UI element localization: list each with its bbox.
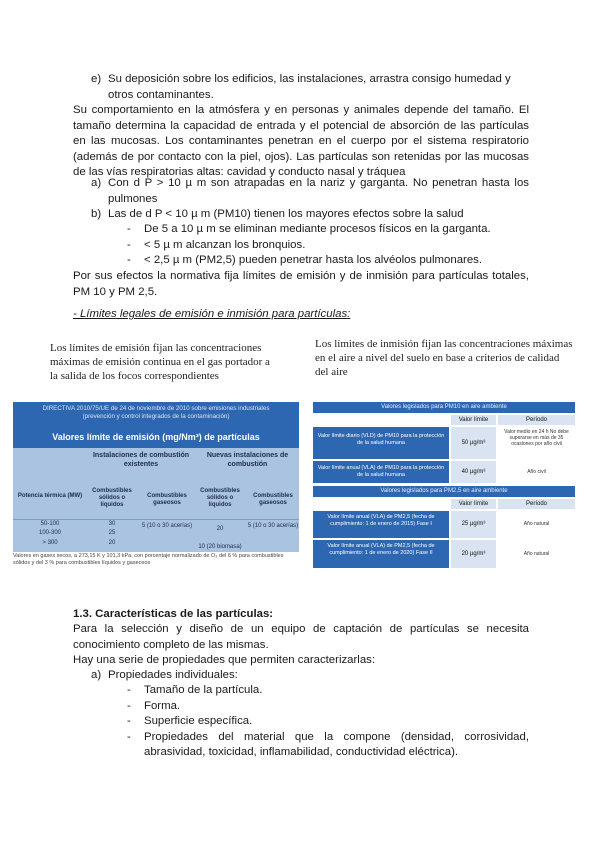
prop-item-1: Tamaño de la partícula. [144, 684, 263, 696]
item-e-line2: otros contaminantes. [108, 88, 214, 101]
pm25-row2-label: Valor límite anual (VLA) de PM2,5 (fecha de cumplimiento: 1 de enero de 2020) Fase II [313, 540, 449, 568]
new-solid-value: 20 [216, 526, 224, 532]
col-existing-gas: Combustibles gaseosos [147, 493, 187, 506]
dash-2: - [127, 238, 131, 251]
col-new-solid: Combustibles sólidos o líquidos [200, 488, 240, 508]
emission-limits-table [13, 402, 299, 552]
group-existing: Instalaciones de combustión existentes [92, 452, 190, 468]
col-period-pm10: Período [498, 415, 575, 425]
pm25-row1-value: 25 µg/m³ [451, 511, 496, 538]
divider [13, 519, 299, 520]
prop-dash-4: - [127, 730, 131, 743]
pm10-row2-value: 40 µg/m³ [451, 461, 496, 483]
emission-note: Los límites de emisión fijan las concentraciones máximas de emisión continua en el gas portador a la salida de los focos correspondientes [50, 342, 270, 382]
limits-heading: - Límites legales de emisión e inmisión para partículas: [73, 308, 351, 320]
row-power-2: 100-300 [38, 530, 62, 536]
sub-item-3: < 2,5 µ m (PM2,5) pueden penetrar hasta los alvéolos pulmonares. [144, 254, 483, 267]
list-marker-e: e) [91, 73, 102, 85]
col-power: Potencia térmica (MW) [17, 493, 83, 499]
prop-dash-3: - [127, 715, 131, 728]
col-value-pm10: Valor límite [451, 415, 496, 425]
pm10-row2-period: Año civil [498, 461, 575, 483]
pm25-header: Valores legislados para PM2,5 en aire ambiente [313, 486, 575, 497]
pm25-row2-value: 20 µg/m³ [451, 540, 496, 568]
section-item-a: Propiedades individuales: [108, 669, 238, 681]
pm10-header: Valores legislados para PM10 en aire ambiente [313, 402, 575, 413]
new-gas-value: 5 (10 o 30 acerías) [247, 523, 299, 529]
section-para1: Para la selección y diseño de un equipo de captación de partículas se necesita conocimiento completo de las mismas. [73, 623, 529, 651]
row-existing-solid-1: 30 [108, 521, 116, 527]
immission-note: Los límites de inmisión fijan las concentraciones máximas en el aire a nivel del suelo en base a criterios de calidad del aire [315, 338, 573, 378]
prop-dash-2: - [127, 699, 131, 712]
group-new: Nuevas instalaciones de combustión [206, 452, 289, 468]
row-existing-solid-2: 25 [108, 530, 116, 536]
prop-item-4: Propiedades del material que la compone (densidad, corrosividad, abrasividad, toxicidad, inflamabilidad, conductividad eléctrica). [144, 730, 529, 759]
paragraph-size: Su comportamiento en la atmósfera y en personas y animales depende del tamaño. El tamaño determina la capacidad de entrada y el potencial de absorción de las partículas en las mucosas. Los contaminantes penetran en el cuerpo por el sistema respiratorio (además de por contacto con la piel, ojos). Las partículas son retenidas por las mucosas de las vías respiratorias altas: cavidad y conducto nasal y tráquea [73, 104, 529, 179]
col-existing-solid: Combustibles sólidos o líquidos [92, 488, 132, 508]
col-period-pm25: Período [498, 499, 575, 509]
dash-1: - [127, 223, 131, 235]
section-para2: Hay una serie de propiedades que permiten caracterizarlas: [73, 654, 376, 666]
col-value-pm25: Valor límite [451, 499, 496, 509]
section-marker-a: a) [91, 669, 102, 681]
sub-item-1: De 5 a 10 µ m se eliminan mediante procesos físicos en la garganta. [144, 223, 491, 235]
sub-item-2: < 5 µ m alcanzan los bronquios. [144, 238, 306, 251]
item-e-line1: Su deposición sobre los edificios, las instalaciones, arrastra consigo humedad y [108, 73, 511, 85]
section-heading: 1.3. Características de las partículas: [73, 608, 274, 620]
existing-gas-value: 5 (10 o 30 acerías) [141, 523, 193, 529]
paragraph-limits: Por sus efectos la normativa fija límites de emisión y de inmisión para partículas totales, PM 10 y PM 2,5. [73, 270, 529, 298]
pm10-row1-value: 50 µg/m³ [451, 427, 496, 459]
prop-dash-1: - [127, 684, 131, 696]
col-new-gas: Combustibles gaseosos [253, 493, 293, 506]
pm10-row1-period: Valor medio en 24 h No debe superarse en más de 35 ocasiones por año civil [498, 429, 575, 459]
pm10-row2-label: Valor límite anual (VLA) de PM10 para la protección de la salud humana [313, 461, 449, 483]
row-existing-solid-3: 20 [108, 540, 116, 546]
row-power-3: > 300 [42, 540, 58, 546]
pm10-row1-label: Valor límite diario (VLD) de PM10 para la protección de la salud humana [313, 427, 449, 459]
list-marker-a: a) [91, 177, 102, 189]
table-header-band [13, 402, 299, 448]
immission-limits-table [313, 402, 575, 570]
pm25-row1-period: Año natural [498, 511, 575, 538]
pm25-row2-period: Año natural [498, 540, 575, 568]
prop-item-3: Superficie específica. [144, 715, 253, 728]
item-a-text: Con d P > 10 µ m son atrapadas en la nariz y garganta. No penetran hasta los pulmones [108, 177, 529, 205]
list-marker-b: b) [91, 208, 102, 220]
row-power-1: 50-100 [40, 521, 60, 527]
pm25-row1-label: Valor límite anual (VLA) de PM2,5 (fecha de cumplimiento: 1 de enero de 2015) Fase I [313, 511, 449, 538]
dash-3: - [127, 254, 131, 267]
item-b-text: Las de d P < 10 µ m (PM10) tienen los mayores efectos sobre la salud [108, 208, 464, 220]
prop-item-2: Forma. [144, 699, 181, 712]
new-solid-extra: 10 (20 biomasa) [198, 544, 242, 550]
table-title: Valores límite de emisión (mg/Nm³) de partículas [52, 432, 260, 442]
table-footnote: Valores en gases secos, a 273,15 K y 101,3 kPa, con porcentaje normalizado de O₂ del 6 % para combustibles sólidos y del 3 % para combustibles líquidos y gaseosos [13, 553, 284, 566]
directive-text: DIRECTIVA 2010/75/UE de 24 de noviembre de 2010 sobre emisiones industriales (prevención y control integrados de la contaminación) [42, 405, 270, 420]
